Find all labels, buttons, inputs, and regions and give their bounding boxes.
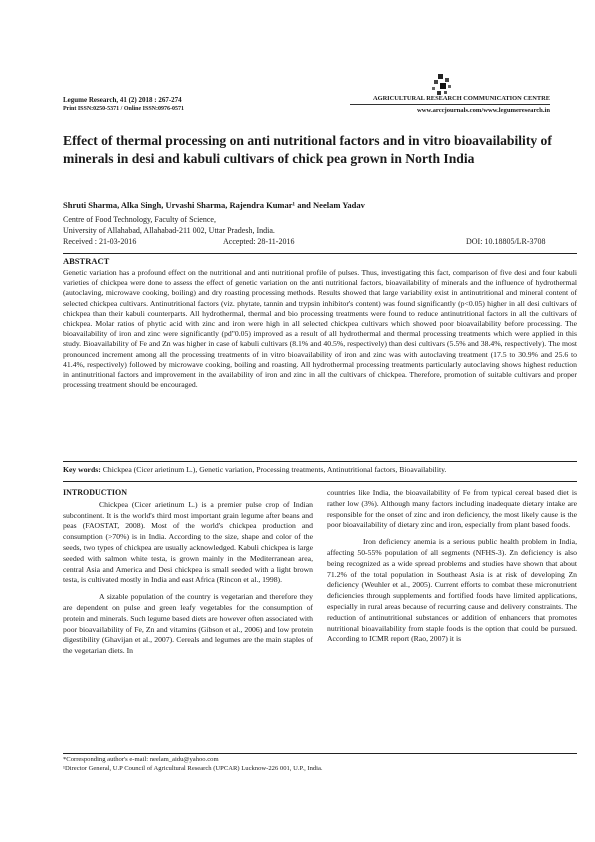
keywords-label: Key words: (63, 465, 101, 474)
abstract-bottom-rule (63, 461, 577, 462)
introduction-heading: INTRODUCTION (63, 488, 128, 497)
abstract-heading: ABSTRACT (63, 256, 110, 266)
paper-title: Effect of thermal processing on anti nutritional factors and in vitro bioavailability of minerals in desi and kabuli cultivars of chick pea grown in North India (63, 133, 552, 166)
keywords-text: Chickpea (Cicer arietinum L.), Genetic variation, Processing treatments, Antinutritional factors, Bioavailability. (102, 465, 447, 474)
affiliation-line-2: University of Allahabad, Allahabad-211 002, Uttar Pradesh, India. (63, 226, 275, 235)
author-list: Shruti Sharma, Alka Singh, Urvashi Sharma, Rajendra Kumar¹ and Neelam Yadav (63, 200, 365, 210)
doi[interactable]: DOI: 10.18805/LR-3708 (466, 237, 546, 246)
received-date: Received : 21-03-2016 (63, 237, 137, 246)
footnotes (63, 756, 577, 773)
abstract-top-rule (63, 253, 577, 254)
keywords (63, 465, 577, 475)
dates-row (63, 236, 588, 247)
right-column (327, 488, 577, 651)
affiliation-block (63, 214, 588, 247)
journal-line: Legume Research, 41 (2) 2018 : 267-274 (63, 96, 182, 104)
intro-paragraph-4: Iron deficiency anemia is a serious public health problem in India, affecting 50-55% population of all segments (NFHS-3). Zn deficiency is also being recognized as a wide spread problems and studies have shown that about 71.2% of the total population in Southeast Asia is at risk of developing Zn deficiency (Weuhler et al., 2005). Current efforts to combat these micronutrient deficiencies through supplements and fortified foods have limited applications, especially in rural areas because of recurring cause and delivery constraints. The reduction of antinutritional substances or addition of enhancers that promotes nutritional bioavailability from staple foods is the option that could be pursued. According to ICMR report (Rao, 2007) it is (327, 537, 577, 644)
intro-paragraph-1: Chickpea (Cicer arietinum L.) is a premier pulse crop of Indian subcontinent. It is the world's third most important grain legume after beans and peas (FAOSTAT, 2008). Most of the world's chickpea production and consumption (>70%) is in India. According to the size, shape and color of the seeds, two types of chickpea are usually acknowledged. Kabuli chickpea is large seeded with salmon white testa, is grown mainly in the Mediterranean area, central Asia and America and Desi chickpea is small seeded with a light brown testa, is cultivated mostly in India and east Africa (Rincon et al., 1998). (63, 499, 313, 585)
abstract-text: Genetic variation has a profound effect on the nutritional and anti nutritional profile of pulses. Thus, investigating this fact, comparison of five desi and four kabuli varieties of chickpea were done to assess the effect of genetic variation on the anti nutritional factors, bioavailability of minerals and the influence of hydrothermal (autoclaving, microwave cooking, boiling) and dry roasting processing methods. Results showed that large variability exist in antinutritional and mineral content of selected chickpea cultivars. Antinutritional factors (viz. phytate, tannin and trypsin inhibitor's content) was found significantly (p<0.05) higher in all desi cultivars of chickpea than their kabuli counterparts. All hydrothermal, thermal and bio processing treatments were found to reduce antinutritional factors in all the cultivars of chickpea. Molar ratios of phytic acid with zinc and iron were high in all selected chickpea cultivars which showed poor bioavailability before processing. The bioavailability of iron and zinc were significantly (pd"0.05) improved as a result of all hydrothermal and thermal processing treatments which were applied in this study. Bioavailability of Fe and Zn was higher in case of kabuli cultivars (8.1% and 40.5%, respectively) than desi cultivars (5.5% and 38.4%, respectively). The most pronounced increment among all the processing treatments of in vitro bioavailability of iron and zinc was with autoclaving treatment (17.5 to 30.9% and 25.6 to 41.4%, respectively) followed by microwave cooking, boiling and roasting. All hydrothermal processing treatments particularly autoclaving shows highest reduction in antinutritional factors and improvement in the availability of iron and zinc in all the cultivars of chickpea. Therefore, promotion of suitable cultivars and proper processing treatment should be encouraged. (63, 268, 577, 390)
intro-paragraph-2: A sizable population of the country is vegetarian and therefore they are dependent on pulse and green leafy vegetables for the consumption of protein and minerals. Such legume based diets are however often associated with poor bioavailability of Fe, Zn and vitamins (Gibson et al., 2006) and low protein digestibility (Ghavijan et al., 2007). Cereals and legumes are the main staples of the vegetarian diets. In (63, 592, 313, 656)
accepted-date: Accepted: 28-11-2016 (223, 237, 295, 246)
publisher-block (320, 95, 550, 114)
publisher-divider (350, 104, 550, 105)
issn-line: Print ISSN:0250-5371 / Online ISSN:0976-0571 (63, 106, 185, 112)
left-column (63, 488, 313, 663)
publisher-name: AGRICULTURAL RESEARCH COMMUNICATION CENTRE (372, 95, 550, 102)
keywords-bottom-rule (63, 481, 577, 482)
footnote-corresponding: *Corresponding author's e-mail: neelam_aidu@yahoo.com (63, 756, 219, 763)
publisher-urls[interactable]: www.arccjournals.com/www.legumeresearch.in (417, 107, 550, 114)
affiliation-line-1: Centre of Food Technology, Faculty of Science, (63, 215, 216, 224)
intro-paragraph-3: countries like India, the bioavailability of Fe from typical cereal based diet is rather low (3%). Although many factors including inadequate dietary intake are responsible for the onset of zinc and iron deficiency, the most likely cause is the poor bioavailability of dietary zinc and iron, especially from plant based foods. (327, 488, 577, 530)
footnote-rule (63, 753, 577, 754)
journal-citation (63, 96, 184, 114)
footnote-director: ¹Director General, U.P Council of Agricultural Research (UPCAR) Lucknow-226 001, U.P., India. (63, 764, 323, 772)
